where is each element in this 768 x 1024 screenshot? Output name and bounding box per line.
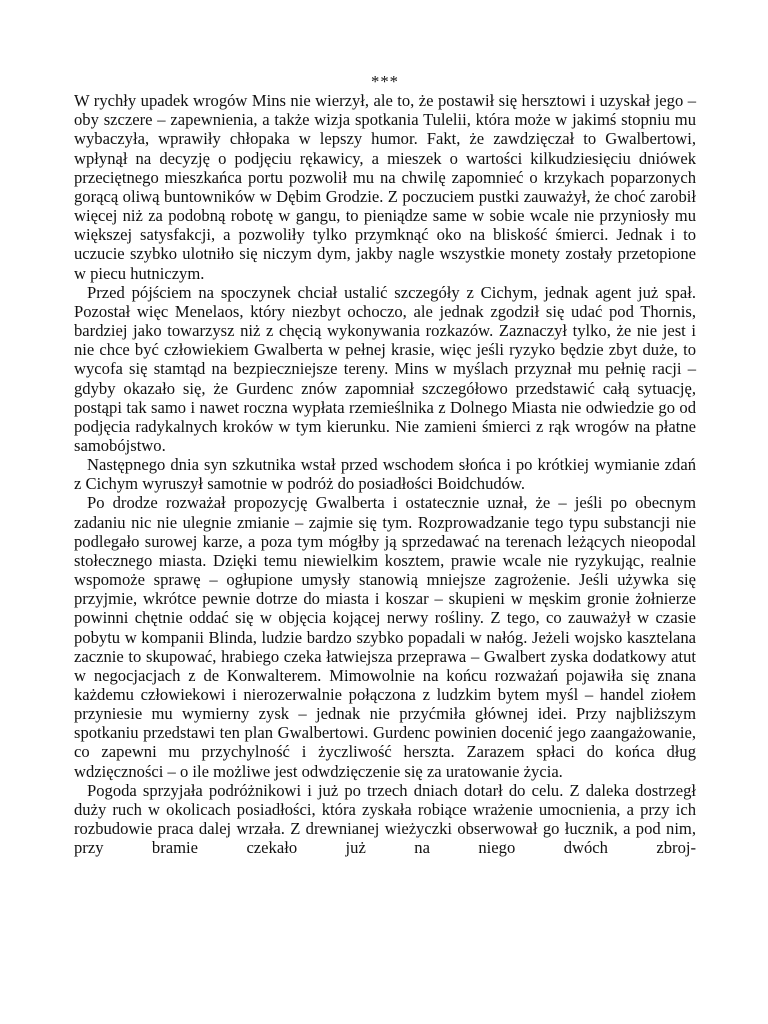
paragraph-2: Przed pójściem na spoczynek chciał ustalić szczegóły z Cichym, jednak agent już spał. Pozostał więc Menelaos, który niezbyt ochoczo, ale jednak zgodził się udać pod Thornis, bardziej jako towarzysz niż z chęcią wykonywania rozkazów. Zaznaczył tylko, że nie jest i nie chce być człowiekiem Gwalberta w pełnej krasie, więc jeśli ryzyko będzie zbyt duże, to wycofa się stamtąd na bezpieczniejsze tereny. Mins w myślach przyznał mu pełnię racji – gdyby okazało się, że Gurdenc znów zapomniał szczegółowo przedstawić całą sytuację, postąpi tak samo i nawet roczna wypłata rzemieślnika z Dolnego Miasta nie odwiedzie go od podjęcia radykalnych kroków w tym kierunku. Nie zamieni śmierci z rąk wrogów na płatne samobójstwo.	[74, 282, 696, 455]
document-page	[74, 72, 696, 857]
paragraph-4: Po drodze rozważał propozycję Gwalberta i ostatecznie uznał, że – jeśli po obecnym zadaniu nic nie ulegnie zmianie – zajmie się tym. Rozprowadzanie tego typu substancji nie podlegało surowej karze, a poza tym mógłby ją sprzedawać na terenach leżących nieopodal stołecznego miasta. Dzięki temu niewielkim kosztem, prawie wcale nie ryzykując, realnie wspomoże sprawę – ogłupione umysły stanowią mniejsze zagrożenie. Jeśli używka się przyjmie, wkrótce pewnie dotrze do miasta i koszar – skupieni w męskim gronie żołnierze powinni chętnie oddać się w objęcia kojącej nerwy rośliny. Z tego, co zauważył w czasie pobytu w kompanii Blinda, ludzie bardzo szybko popadali w nałóg. Jeżeli wojsko kasztelana zacznie to skupować, hrabiego czeka łatwiejsza przeprawa – Gwalbert zyska dodatkowy atut w negocjacjach z de Konwalterem. Mimowolnie na końcu rozważań pojawiła się znana każdemu człowiekowi i nierozerwalnie połączona z ludzkim bytem myśl – handel ziołem przyniesie mu wymierny zysk – jednak nie przyćmiła głównej idei. Przy najbliższym spotkaniu przedstawi ten plan Gwalbertowi. Gurdenc powinien docenić jego zaangażowanie, co zapewni mu przychylność i życzliwość herszta. Zarazem spłaci do końca dług wdzięczności – o ile możliwe jest odwdzięczenie się za uratowanie życia.	[74, 493, 696, 781]
paragraph-3: Następnego dnia syn szkutnika wstał przed wschodem słońca i po krótkiej wymianie zdań z Cichym wyruszył samotnie w podróż do posiadłości Boidchudów.	[74, 455, 696, 494]
section-separator: ***	[371, 72, 399, 91]
paragraph-1: W rychły upadek wrogów Mins nie wierzył, ale to, że postawił się hersztowi i uzyskał jego – oby szczere – zapewnienia, a także wizja spotkania Tulelii, która może w jakimś stopniu mu wybaczyła, wprawiły chłopaka w lepszy humor. Fakt, że zawdzięczał to Gwalbertowi, wpłynął na decyzję o podjęciu rękawicy, a mieszek o wartości kilkudziesięciu dniówek przeciętnego mieszkańca portu pozwolił mu na chwilę zapomnieć o krzykach poparzonych gorącą oliwą buntowników w Dębim Grodzie. Z poczuciem pustki zauważył, że choć zarobił więcej niż za podobną robotę w gangu, to pieniądze same w sobie wcale nie przyniosły mu większej satysfakcji, a pozwoliły tylko przymknąć oko na bliskość śmierci. Jednak i to uczucie szybko ulotniło się niczym dym, jakby nagle wszystkie monety zostały przetopione w piecu hutniczym.	[74, 91, 696, 283]
paragraph-5: Pogoda sprzyjała podróżnikowi i już po trzech dniach dotarł do celu. Z daleka dostrzegł duży ruch w okolicach posiadłości, która zyskała robiące wrażenie umocnienia, a przy ich rozbudowie praca dalej wrzała. Z drewnianej wieżyczki obserwował go łucznik, a pod nim, przy bramie czekało już na niego dwóch zbroj-	[74, 780, 696, 858]
